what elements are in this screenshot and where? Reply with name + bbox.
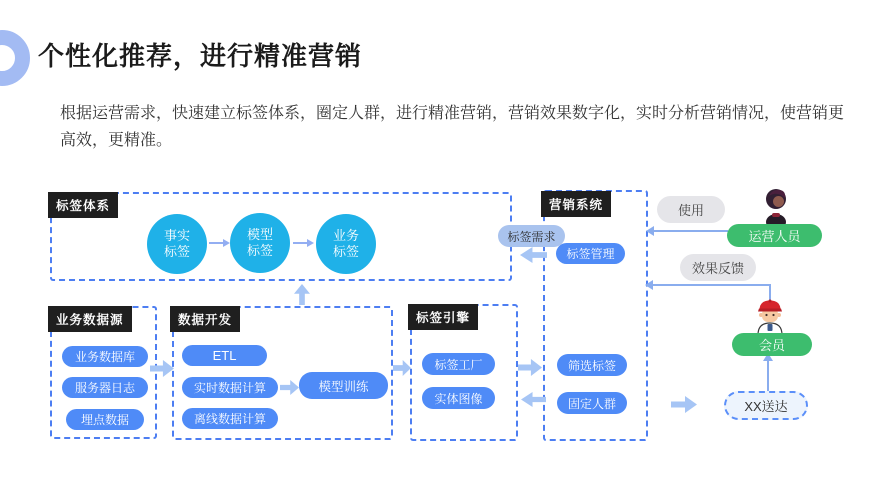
tag-management-to-tag-demand-arrow bbox=[520, 247, 547, 263]
delivery-node: XX送达 bbox=[724, 391, 808, 420]
fact-to-model-arrow-line bbox=[209, 242, 223, 244]
feedback-arrowhead bbox=[645, 280, 653, 290]
data-dev-to-tag-system-arrow bbox=[294, 284, 310, 305]
member-pill: 会员 bbox=[732, 333, 812, 356]
fact-to-model-arrowhead bbox=[223, 239, 230, 247]
tag-demand-pill: 标签需求 bbox=[498, 225, 565, 247]
data-dev-label: 数据开发 bbox=[170, 306, 240, 332]
feedback-line-horizontal bbox=[653, 284, 771, 286]
tag-system-label: 标签体系 bbox=[48, 192, 118, 218]
page-description: 根据运营需求，快速建立标签体系，圈定人群，进行精准营销，营销效果数字化，实时分析营销情况，使营销更高效，更精准。 bbox=[60, 105, 845, 149]
biz-database-pill: 业务数据库 bbox=[62, 346, 148, 367]
offline-compute-pill: 离线数据计算 bbox=[182, 408, 278, 429]
entity-profile-pill: 实体图像 bbox=[422, 387, 495, 409]
delivery-to-member-line bbox=[767, 360, 769, 391]
member-person-icon bbox=[753, 298, 787, 335]
operator-pill: 运营人员 bbox=[727, 224, 822, 247]
marketing-system-label: 营销系统 bbox=[541, 191, 611, 217]
model-tag-circle bbox=[230, 213, 290, 273]
tag-factory-pill: 标签工厂 bbox=[422, 353, 495, 375]
fixed-group-to-entity-arrow bbox=[521, 392, 546, 407]
fact-tag-circle bbox=[147, 214, 207, 274]
model-to-business-arrow-line bbox=[293, 242, 307, 244]
biz-source-to-data-dev-arrow bbox=[150, 360, 174, 377]
operator-person-icon bbox=[762, 186, 790, 226]
title-ring-icon bbox=[0, 30, 30, 86]
tracking-data-pill: 埋点数据 bbox=[66, 409, 144, 430]
use-pill: 使用 bbox=[657, 196, 725, 223]
fact-tag-text: 事实标签 bbox=[163, 228, 190, 259]
tag-engine-label: 标签引擎 bbox=[408, 304, 478, 330]
realtime-to-model-arrow bbox=[280, 380, 299, 395]
server-log-pill: 服务器日志 bbox=[62, 377, 148, 398]
filter-tags-pill: 筛选标签 bbox=[557, 354, 627, 376]
use-line bbox=[654, 230, 728, 232]
model-training-node: 模型训练 bbox=[299, 372, 388, 399]
model-to-business-arrowhead bbox=[307, 239, 314, 247]
realtime-compute-pill: 实时数据计算 bbox=[182, 377, 278, 398]
tag-management-pill: 标签管理 bbox=[556, 243, 625, 264]
data-dev-to-tag-engine-arrow bbox=[393, 360, 411, 376]
page-title: 个性化推荐，进行精准营销 bbox=[38, 41, 363, 71]
etl-pill: ETL bbox=[182, 345, 267, 366]
biz-source-label: 业务数据源 bbox=[48, 306, 132, 332]
fixed-group-to-delivery-arrow bbox=[671, 396, 697, 413]
business-tag-circle bbox=[316, 214, 376, 274]
tag-engine-to-marketing-arrow bbox=[518, 359, 542, 376]
model-tag-text: 模型标签 bbox=[246, 227, 273, 258]
feedback-pill: 效果反馈 bbox=[680, 254, 756, 281]
use-arrowhead bbox=[646, 226, 654, 236]
business-tag-text: 业务标签 bbox=[332, 228, 359, 259]
fixed-group-pill: 固定人群 bbox=[557, 392, 627, 414]
